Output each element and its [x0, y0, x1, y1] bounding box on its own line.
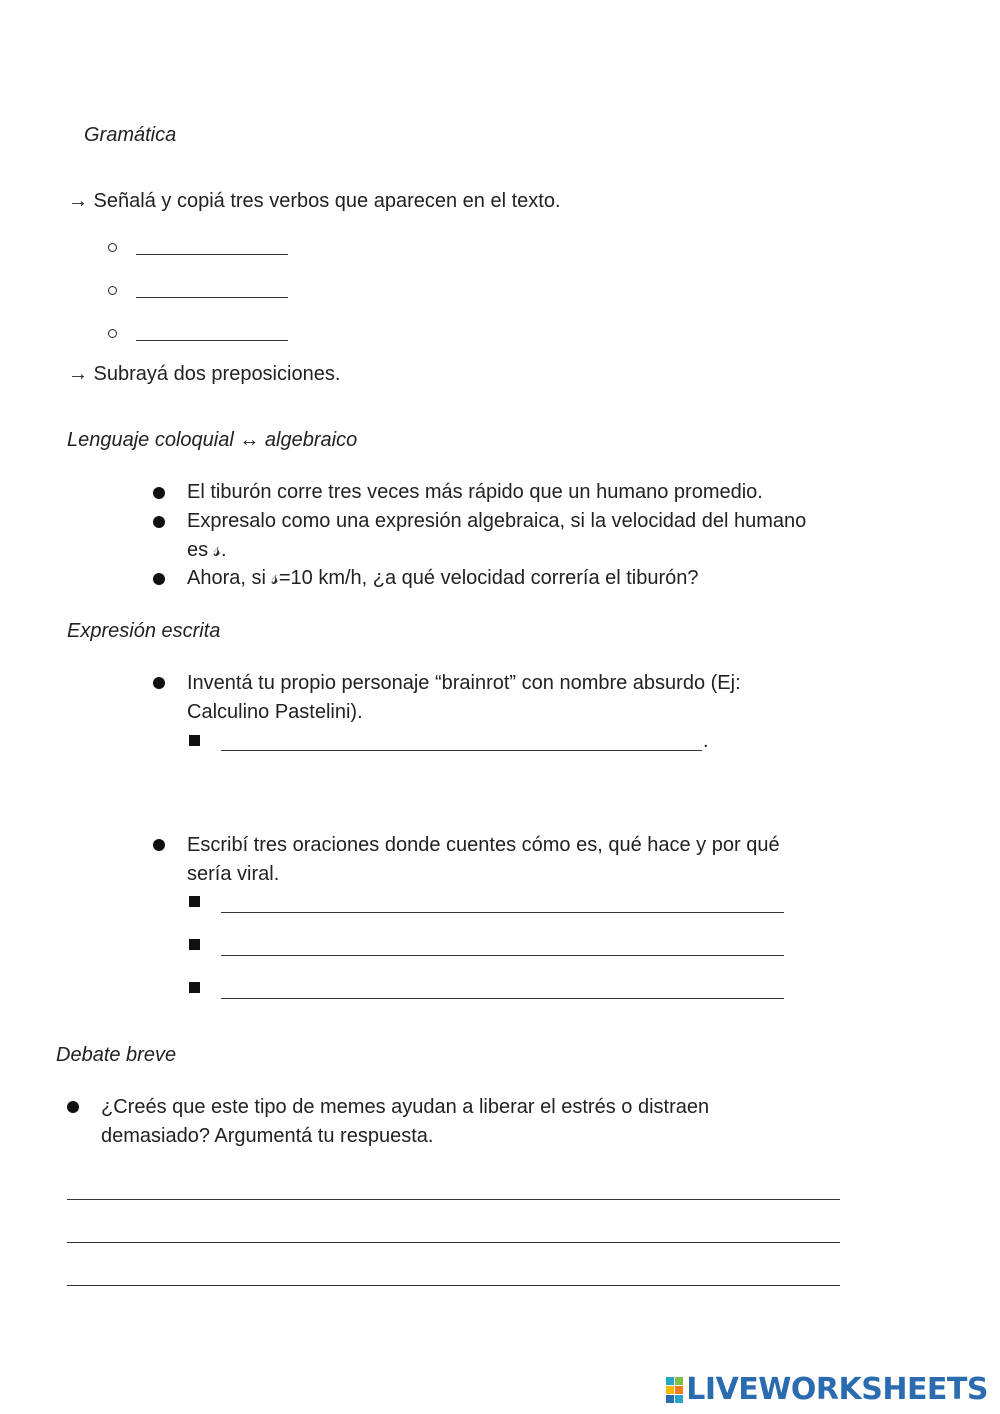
language-heading: Lenguaje coloquial ↔ algebraico: [67, 429, 358, 451]
verb-answer-blank-3[interactable]: [136, 340, 288, 341]
writing-item-2-line-1: Escribí tres oraciones donde cuentes cómo es, qué hace y por qué: [187, 834, 780, 856]
bullet-dot-icon: [153, 839, 165, 851]
square-bullet-icon: [189, 939, 200, 950]
logo-tiles-icon: [666, 1377, 683, 1403]
square-bullet-icon: [189, 735, 200, 746]
grammar-heading: Gramática: [84, 124, 177, 146]
bullet-dot-icon: [153, 677, 165, 689]
writing-item-1-line-2: Calculino Pastelini).: [187, 701, 363, 723]
language-item-3: Ahora, si 𝓈=10 km/h, ¿a qué velocidad correría el tiburón?: [187, 567, 699, 589]
circle-bullet-icon: [108, 329, 117, 338]
debate-answer-line-2[interactable]: [67, 1242, 840, 1243]
logo-text: LIVEWORKSHEETS: [686, 1372, 988, 1407]
square-bullet-icon: [189, 982, 200, 993]
liveworksheets-logo: [666, 1372, 988, 1407]
character-name-period: .: [703, 730, 709, 752]
debate-answer-line-1[interactable]: [67, 1199, 840, 1200]
bullet-dot-icon: [67, 1101, 79, 1113]
language-item-1: El tiburón corre tres veces más rápido que un humano promedio.: [187, 481, 763, 503]
circle-bullet-icon: [108, 243, 117, 252]
bullet-dot-icon: [153, 487, 165, 499]
debate-heading: Debate breve: [56, 1044, 177, 1066]
debate-question-line-2: demasiado? Argumentá tu respuesta.: [101, 1125, 434, 1147]
sentence-blank-3[interactable]: [221, 998, 784, 999]
debate-answer-line-3[interactable]: [67, 1285, 840, 1286]
bullet-dot-icon: [153, 573, 165, 585]
grammar-task-prepositions: → Subrayá dos preposiciones.: [68, 363, 341, 385]
writing-heading: Expresión escrita: [67, 620, 221, 642]
language-item-2-line-1: Expresalo como una expresión algebraica, si la velocidad del humano: [187, 510, 807, 532]
sentence-blank-2[interactable]: [221, 955, 784, 956]
writing-item-2-line-2: sería viral.: [187, 863, 280, 885]
writing-item-1-line-1: Inventá tu propio personaje “brainrot” con nombre absurdo (Ej:: [187, 672, 741, 694]
verb-answer-blank-1[interactable]: [136, 254, 288, 255]
sentence-blank-1[interactable]: [221, 912, 784, 913]
circle-bullet-icon: [108, 286, 117, 295]
bullet-dot-icon: [153, 516, 165, 528]
verb-answer-blank-2[interactable]: [136, 297, 288, 298]
grammar-task-verbs: → Señalá y copiá tres verbos que aparecen en el texto.: [68, 190, 561, 212]
debate-question-line-1: ¿Creés que este tipo de memes ayudan a liberar el estrés o distraen: [101, 1096, 710, 1118]
language-item-2-line-2: es 𝓈.: [187, 539, 227, 561]
character-name-blank[interactable]: [221, 750, 702, 751]
square-bullet-icon: [189, 896, 200, 907]
